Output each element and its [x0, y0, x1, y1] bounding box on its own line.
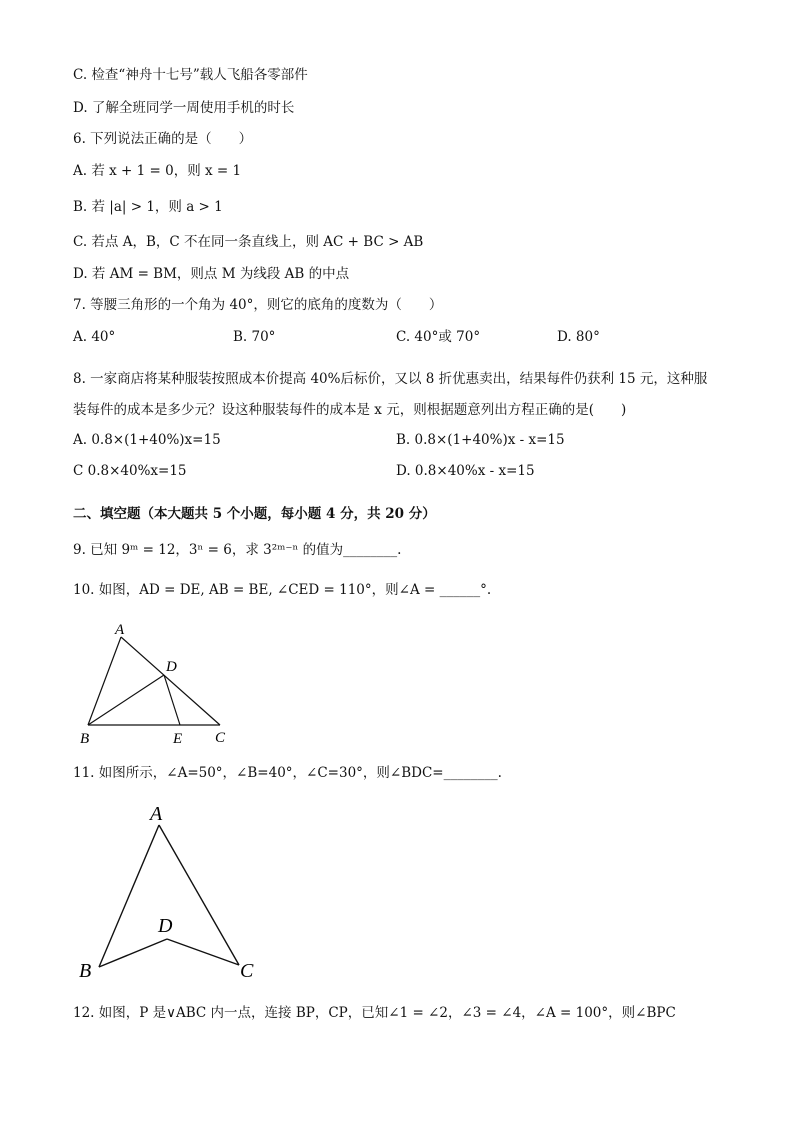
q6-option-d: D. 若 AM = BM，则点 M 为线段 AB 的中点: [73, 266, 350, 282]
fig10-label-a: A: [115, 622, 125, 638]
q9-stem: 9. 已知 9ᵐ = 12，3ⁿ = 6，求 3²ᵐ⁻ⁿ 的值为________.: [73, 542, 402, 558]
fig10-segment-ab: [88, 637, 121, 725]
q8-stem-line2: 装每件的成本是多少元？设这种服装每件的成本是 x 元，则根据题意列出方程正确的是( ): [73, 402, 627, 418]
q7-option-a: A. 40°: [73, 329, 116, 345]
q5-option-c: C. 检查“神舟十七号”载人飞船各零部件: [73, 67, 308, 83]
q6-stem: 6. 下列说法正确的是（ ）: [73, 131, 253, 147]
fig10-label-d: D: [166, 659, 177, 675]
q7-option-c: C. 40°或 70°: [396, 329, 481, 345]
section-fill-in-blank: 二、填空题（本大题共 5 个小题，每小题 4 分，共 20 分）: [73, 506, 436, 522]
fig11-label-d: D: [158, 915, 173, 937]
q10-stem: 10. 如图，AD = DE, AB = BE, ∠CED = 110°，则∠A = ______°.: [73, 582, 492, 598]
q8-option-c: C 0.8×40%x=15: [73, 463, 187, 479]
fig11-label-a: A: [150, 803, 163, 825]
q6-option-b: B. 若 |a| > 1，则 a > 1: [73, 199, 223, 215]
fig11-segment-dc: [167, 939, 239, 965]
q8-stem-line1: 8. 一家商店将某种服装按照成本价提高 40%后标价，又以 8 折优惠卖出，结果每件仍获利 15 元，这种服: [73, 371, 708, 387]
q5-option-d: D. 了解全班同学一周使用手机的时长: [73, 100, 295, 116]
q8-option-a: A. 0.8×(1+40%)x=15: [73, 432, 221, 448]
q8-option-d: D. 0.8×40%x - x=15: [396, 463, 535, 479]
q11-stem: 11. 如图所示，∠A=50°，∠B=40°，∠C=30°，则∠BDC=________.: [73, 765, 502, 781]
q7-option-b: B. 70°: [233, 329, 276, 345]
fig10-label-c: C: [215, 730, 226, 746]
q6-option-c: C. 若点 A，B，C 不在同一条直线上，则 AC + BC > AB: [73, 234, 424, 250]
q10-triangle-figure: [75, 615, 245, 750]
q6-option-a: A. 若 x + 1 = 0，则 x = 1: [73, 163, 242, 179]
q7-stem: 7. 等腰三角形的一个角为 40°，则它的底角的度数为（ ）: [73, 297, 443, 313]
fig11-label-c: C: [240, 960, 254, 982]
q11-dart-figure: [72, 797, 272, 987]
fig10-label-e: E: [173, 731, 183, 747]
fig11-segment-ac: [159, 825, 239, 965]
q8-option-b: B. 0.8×(1+40%)x - x=15: [396, 432, 565, 448]
fig10-label-b: B: [80, 731, 90, 747]
q7-option-d: D. 80°: [557, 329, 600, 345]
fig11-label-b: B: [79, 960, 92, 982]
fig10-segment-ac: [121, 637, 220, 725]
q12-stem: 12. 如图，P 是∨ABC 内一点，连接 BP，CP，已知∠1 = ∠2，∠3 = ∠4，∠A = 100°，则∠BPC: [73, 1005, 676, 1021]
fig10-segment-bd: [88, 675, 164, 725]
